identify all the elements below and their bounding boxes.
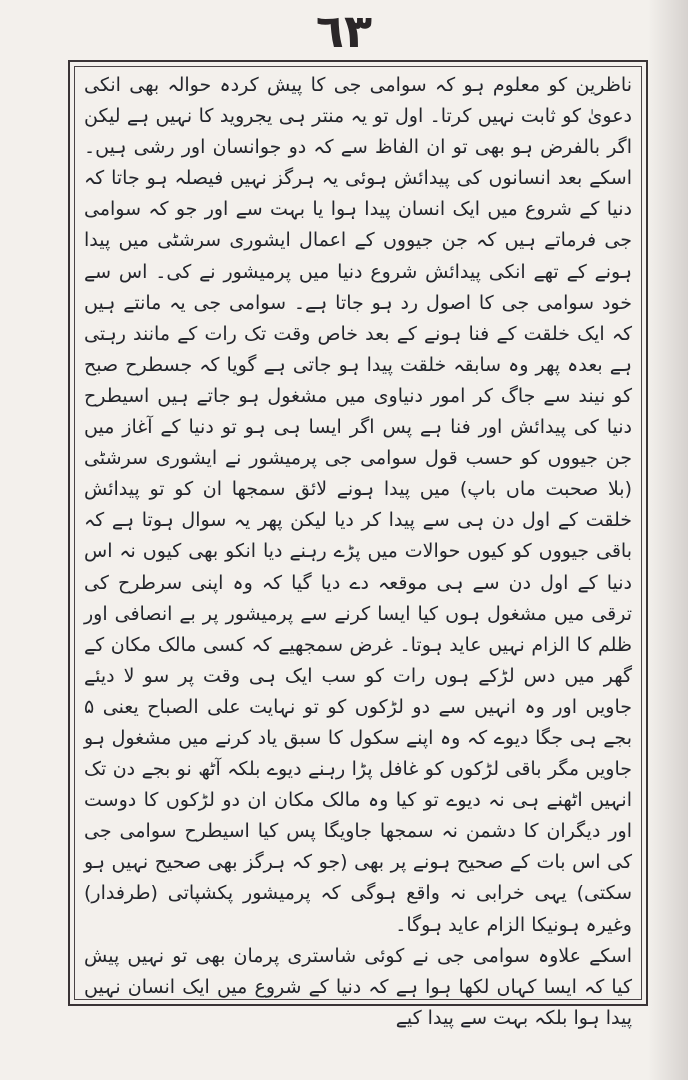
paragraph-main: ناظرین کو معلوم ہو کہ سوامی جی کا پیش کردہ حوالہ بھی انکی دعویٰ کو ثابت نہیں کرتا۔ اول تو یہ منتر ہی یجروید کا نہیں ہے لیکن اگر بالفرض ہو بھی تو ان الفاظ سے کہ دو جوانسان اور رشی ہیں۔ اسکے بعد انسانوں کی پیدائش ہوئی یہ ہرگز نہیں فیصلہ ہو جاتا کہ دنیا کے شروع میں ایک انسان پیدا ہوا یا بہت سے اور جو کہ سوامی جی فرماتے ہیں کہ جن جیووں کے اعمال ایشوری سرشٹی میں پیدا ہونے کے تھے انکی پیدائش شروع دنیا میں پرمیشور نے کی۔ اس سے خود سوامی جی کا اصول رد ہو جاتا ہے۔ سوامی جی یہ مانتے ہیں کہ ایک خلقت کے فنا ہونے کے بعد خاص وقت تک رات کے مانند رہتی ہے بعدہ پھر وہ سابقہ خلقت پیدا ہو جاتی ہے گویا کہ جسطرح صبح کو نیند سے جاگ کر امور دنیاوی میں مشغول ہو جاتے ہیں اسیطرح دنیا کی پیدائش اور فنا ہے پس اگر ایسا ہی ہو تو دنیا کے آغاز میں جن جیووں کو حسب قول سوامی جی پرمیشور نے ایشوری سرشٹی (بلا صحبت ماں باپ) میں پیدا ہونے لائق سمجھا ان کو تو پیدائش خلقت کے اول دن ہی سے پیدا کر دیا لیکن پھر یہ سوال ہوتا ہے کہ باقی جیووں کو کیوں حوالات میں پڑے رہنے دیا انکو بھی کیوں نہ اس دنیا کے اول دن سے ہی موقعہ دے دیا گیا کہ وہ اپنی سرطرح کی ترقی میں مشغول ہوں کیا ایسا کرنے سے پرمیشور پر بے انصافی اور ظلم کا الزام نہیں عاید ہوتا۔ غرض سمجھیے کہ کسی مالک مکان کے گھر میں دس لڑکے ہوں رات کو سب ایک ہی وقت پر سو لا دیئے جاویں اور وہ انہیں سے دو لڑکوں کو تو نہایت علی الصباح یعنی ۵ بجے ہی جگا دیوے کہ وہ اپنے سکول کا سبق یاد کرنے میں مشغول ہو جاویں مگر باقی لڑکوں کو غافل پڑا رہنے دیوے بلکہ آٹھ نو بجے دن تک انہیں اٹھنے ہی نہ دیوے تو کیا وہ مالک مکان ان دو لڑکوں کا دوست اور دیگران کا دشمن نہ سمجھا جاویگا پس کیا اسیطرح سوامی جی کی اس بات کے صحیح ہونے پر بھی (جو کہ ہرگز بھی صحیح نہیں ہو سکتی) یہی خرابی نہ واقع ہوگی کہ پرمیشور پکشپاتی (طرفدار) وغیرہ ہونیکا الزام عاید ہوگا۔ xyxy=(84,74,632,936)
page-body-text xyxy=(84,70,632,1029)
paragraph-continuation: اسکے علاوہ سوامی جی نے کوئی شاستری پرمان بھی تو نہیں پیش کیا کہ ایسا کہاں لکھا ہوا ہے کہ دنیا کے شروع میں ایک انسان نہیں پیدا ہوا بلکہ بہت سے پیدا کیے xyxy=(84,944,632,1029)
page-edge-shadow xyxy=(648,0,688,1080)
page-number: ٦٣ xyxy=(315,4,373,58)
